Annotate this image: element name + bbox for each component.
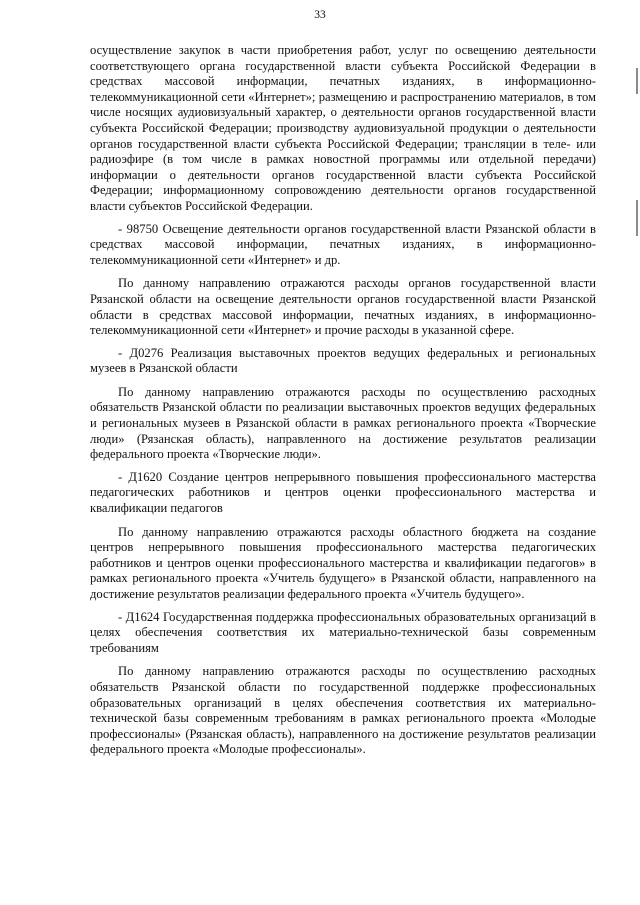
budget-item-d0276: - Д0276 Реализация выставочных проектов ведущих федеральных и региональных музеев в Рязанской области (90, 345, 596, 376)
paragraph-d0276-description: По данному направлению отражаются расходы по осуществлению расходных обязательств Рязанской области по реализации выставочных проектов ведущих федеральных и региональных музеев в Рязанской области в рамках регионального проекта «Творческие люди» (Рязанская область), направленного на достижение результатов реализации федерального проекта «Творческие люди». (90, 384, 596, 462)
budget-item-d1624: - Д1624 Государственная поддержка профессиональных образовательных организаций в целях обеспечения соответствия их материально-технической базы современным требованиям (90, 609, 596, 655)
budget-item-d1620: - Д1620 Создание центров непрерывного повышения профессионального мастерства педагогических работников и центров оценки профессионального мастерства и квалификации педагогов (90, 469, 596, 516)
paragraph-d1620-description: По данному направлению отражаются расходы областного бюджета на создание центров непрерывного повышения профессионального мастерства педагогических работников и центров оценки профессионального мастерства и квалификации педагогов» в рамках регионального проекта «Учитель будущего» в Рязанской области, направленного на достижение результатов реализации федерального проекта «Учитель будущего». (90, 524, 596, 601)
scan-edge-mark (636, 68, 638, 94)
page-number: 33 (314, 9, 326, 21)
scan-edge-mark (636, 200, 638, 236)
budget-item-98750: - 98750 Освещение деятельности органов государственной власти Рязанской области в средствах массовой информации, печатных изданиях, в информационно-телекоммуникационной сети «Интернет» и др. (90, 221, 596, 267)
paragraph-continuation: осуществление закупок в части приобретения работ, услуг по освещению деятельности соответствующего органа государственной власти субъекта Российской Федерации в средствах массовой информации, печатных изданиях, в информационно-телекоммуникационной сети «Интернет»; размещению и распространению материалов, в том числе носящих аудиовизуальный характер, о деятельности органов государственной власти субъекта Российской Федерации; производству аудиовизуальной продукции о деятельности органов государственной власти субъекта Российской Федерации; трансляции в теле- или радиоэфире (в том числе в рамках новостной программы или отдельной передачи) информации о деятельности органов государственной власти субъекта Российской Федерации; информационному сопровождению деятельности органов государственной власти субъектов Российской Федерации. (90, 43, 596, 213)
paragraph-d1624-description: По данному направлению отражаются расходы по осуществлению расходных обязательств Рязанской области по государственной поддержке профессиональных образовательных организаций в целях обеспечения соответствия их материально-технической базы современным требованиям в рамках регионального проекта «Молодые профессионалы» (Рязанская область), направленного на достижение результатов реализации федерального проекта «Молодые профессионалы». (90, 664, 596, 757)
document-body (90, 43, 596, 765)
paragraph-98750-description: По данному направлению отражаются расходы органов государственной власти Рязанской области на освещение деятельности органов государственной власти Рязанской области в средствах массовой информации, печатных изданиях, в информационно-телекоммуникационной сети «Интернет» и прочие расходы в указанной сфере. (90, 276, 596, 338)
